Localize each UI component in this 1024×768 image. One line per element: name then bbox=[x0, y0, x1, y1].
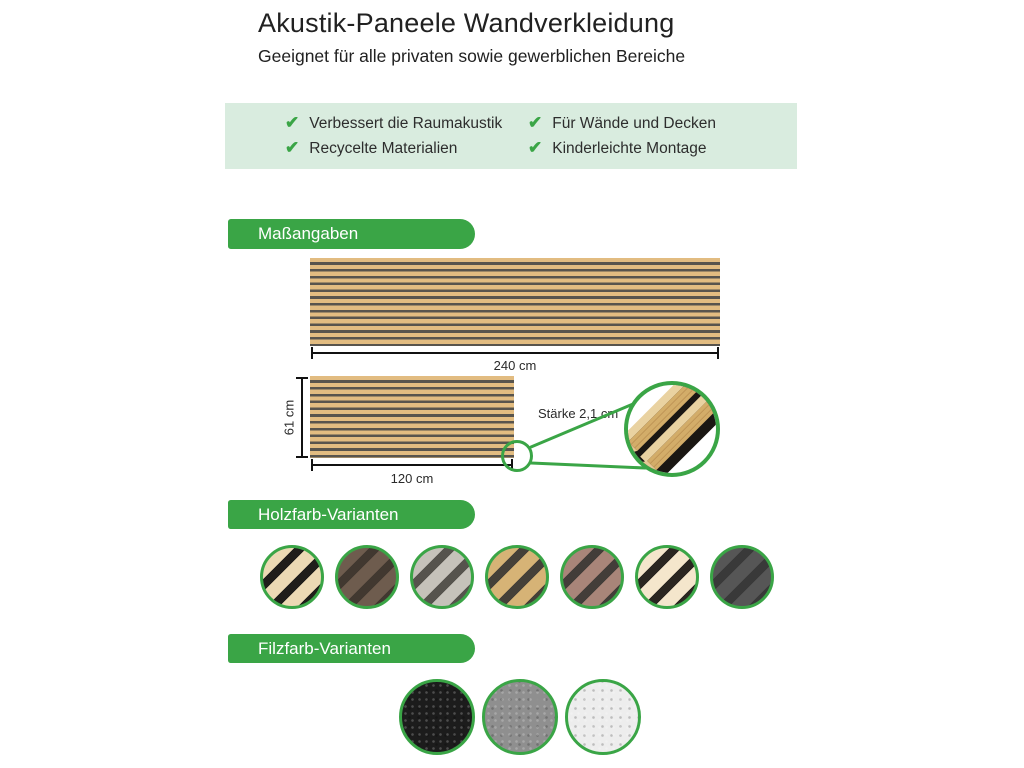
wood-swatch-walnut bbox=[335, 545, 399, 609]
dimension-line-120 bbox=[311, 459, 513, 471]
checkmark-icon: ✔ bbox=[528, 138, 543, 157]
wood-swatch-anthracite bbox=[710, 545, 774, 609]
felt-swatch-black bbox=[399, 679, 475, 755]
feature-item bbox=[285, 140, 528, 158]
detail-magnifier bbox=[624, 381, 720, 477]
wood-swatch-birch-black bbox=[260, 545, 324, 609]
page-title: Akustik-Paneele Wandverkleidung bbox=[258, 8, 675, 38]
checkmark-icon: ✔ bbox=[285, 113, 300, 132]
feature-item bbox=[528, 115, 797, 133]
wood-swatch-oak-natural bbox=[485, 545, 549, 609]
dimension-label-240: 240 cm bbox=[493, 358, 537, 373]
dimension-line-61 bbox=[296, 377, 308, 458]
features-box bbox=[225, 103, 797, 169]
felt-swatch-grey bbox=[482, 679, 558, 755]
feature-item bbox=[528, 140, 797, 158]
feature-label: Für Wände und Decken bbox=[552, 114, 716, 132]
checkmark-icon: ✔ bbox=[285, 138, 300, 157]
section-banner-dimensions: Maßangaben bbox=[228, 219, 475, 249]
wood-swatch-cream-white bbox=[635, 545, 699, 609]
panel-image-240cm bbox=[310, 258, 720, 346]
panel-image-120cm bbox=[310, 376, 514, 458]
detail-callout-circle bbox=[501, 440, 533, 472]
feature-label: Recycelte Materialien bbox=[309, 139, 458, 157]
dimension-label-120: 120 cm bbox=[390, 471, 434, 486]
checkmark-icon: ✔ bbox=[528, 113, 543, 132]
feature-item bbox=[285, 115, 528, 133]
dimension-label-61: 61 cm bbox=[281, 399, 297, 436]
thickness-label: Stärke 2,1 cm bbox=[538, 406, 619, 421]
panel-cross-section-illustration bbox=[628, 385, 716, 473]
wood-swatch-grey-oak bbox=[410, 545, 474, 609]
feature-label: Kinderleichte Montage bbox=[552, 139, 707, 157]
section-banner-wood: Holzfarb-Varianten bbox=[228, 500, 475, 529]
feature-label: Verbessert die Raumakustik bbox=[309, 114, 503, 132]
section-banner-felt: Filzfarb-Varianten bbox=[228, 634, 475, 663]
wood-swatch-smoked-oak bbox=[560, 545, 624, 609]
page-subtitle: Geeignet für alle privaten sowie gewerblichen Bereiche bbox=[258, 46, 686, 66]
felt-swatch-white bbox=[565, 679, 641, 755]
